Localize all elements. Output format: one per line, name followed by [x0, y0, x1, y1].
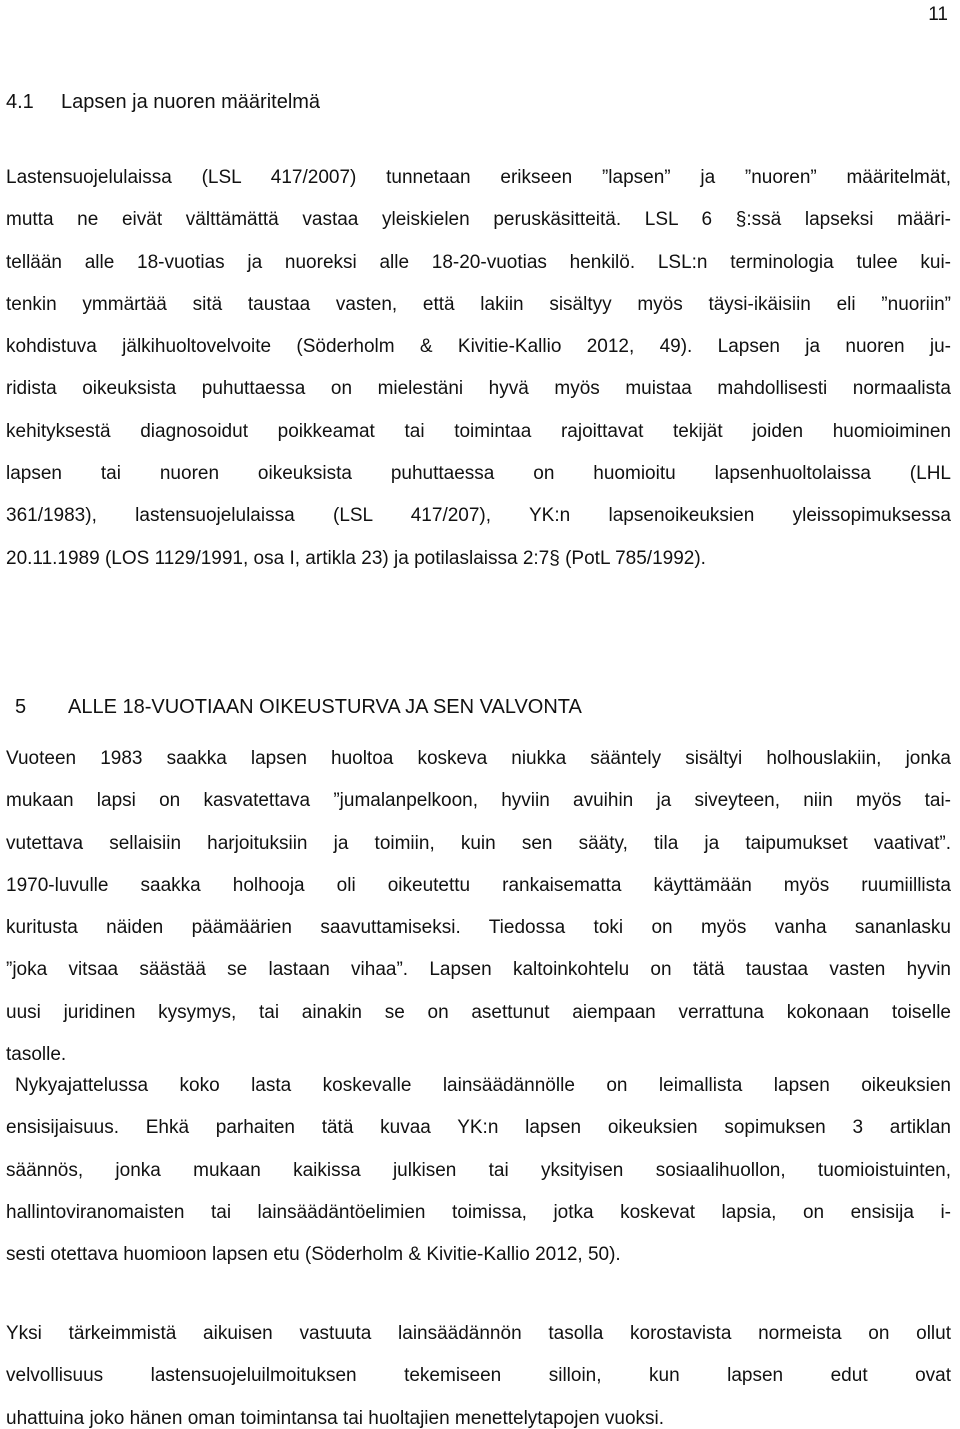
section-4-1-paragraph	[6, 157, 951, 580]
section-number: 5	[15, 696, 27, 718]
text-line: kuritusta näiden päämäärien saavuttamiseksi. Tiedossa toki on myös vanha sananlasku	[6, 917, 951, 939]
text-line: tellään alle 18-vuotias ja nuoreksi alle 18-20-vuotias henkilö. LSL:n terminologia tulee kui-	[6, 251, 951, 273]
text-line: Vuoteen 1983 saakka lapsen huoltoa koskeva niukka sääntely sisältyi holhouslakiin, jonka	[6, 748, 951, 769]
section-heading-5	[6, 695, 951, 719]
text-line: vutettava sellaisiin harjoituksiin ja toimiin, kuin sen sääty, tila ja taipumukset vaativat”.	[6, 832, 951, 854]
section-title: Lapsen ja nuoren määritelmä	[61, 91, 321, 113]
text-line: ”joka vitsaa säästää se lastaan vihaa”. Lapsen kaltoinkohtelu on tätä taustaa vasten hyvin	[6, 959, 951, 981]
text-line: sesti otettava huomioon lapsen etu (Söderholm & Kivitie-Kallio 2012, 50).	[6, 1244, 621, 1266]
text-line: säännös, jonka mukaan kaikissa julkisen tai yksityisen sosiaalihuollon, tuomioistuinten,	[6, 1159, 951, 1181]
text-line: uhattuina joko hänen oman toimintansa tai huoltajien menettelytapojen vuoksi.	[6, 1407, 665, 1429]
text-line: uusi juridinen kysymys, tai ainakin se on asettunut aiempaan verrattuna kokonaan toiselle	[6, 1001, 951, 1023]
text-line: mutta ne eivät välttämättä vastaa yleiskielen peruskäsitteitä. LSL 6 §:ssä lapseksi määri-	[6, 209, 951, 231]
text-line: ensisijaisuus. Ehkä parhaiten tätä kuvaa YK:n lapsen oikeuksien sopimuksen 3 artiklan	[6, 1117, 951, 1139]
page-number: 11	[928, 4, 948, 25]
text-line: Nykyajattelussa koko lasta koskevalle lainsäädännölle on leimallista lapsen oikeuksien	[15, 1075, 951, 1096]
text-line: 1970-luvulle saakka holhooja oli oikeutettu rankaisematta käyttämään myös ruumiillista	[6, 874, 951, 896]
text-line: Yksi tärkeimmistä aikuisen vastuuta lainsäädännön tasolla korostavista normeista on ollut	[6, 1323, 951, 1344]
text-line: kehityksestä diagnosoidut poikkeamat tai toimintaa rajoittavat tekijät joiden huomioiminen	[6, 420, 951, 442]
section-5-paragraph-2	[6, 1065, 951, 1276]
text-line: kohdistuva jälkihuoltovelvoite (Söderholm & Kivitie-Kallio 2012, 49). Lapsen ja nuoren ju-	[6, 336, 951, 358]
text-line: hallintoviranomaisten tai lainsäädäntöelimien toimissa, jotka koskevat lapsia, on ensisija i-	[6, 1201, 951, 1223]
text-line: ridista oikeuksista puhuttaessa on mielestäni hyvä myös muistaa mahdollisesti normaalista	[6, 378, 951, 400]
text-line: tenkin ymmärtää sitä taustaa vasten, että lakiin sisältyy myös täysi-ikäisiin eli ”nuoriin”	[6, 293, 951, 315]
text-line: mukaan lapsi on kasvatettava ”jumalanpelkoon, hyviin avuihin ja siveyteen, niin myös tai-	[6, 790, 951, 812]
text-line: velvollisuus lastensuojeluilmoituksen tekemiseen silloin, kun lapsen edut ovat	[6, 1365, 951, 1387]
text-line: Lastensuojelulaissa (LSL 417/2007) tunnetaan erikseen ”lapsen” ja ”nuoren” määritelmät,	[6, 167, 951, 188]
section-heading-4-1	[6, 90, 951, 114]
section-5-paragraph-3	[6, 1313, 951, 1429]
text-line: lapsen tai nuoren oikeuksista puhuttaessa on huomioitu lapsenhuoltolaissa (LHL	[6, 463, 951, 485]
section-5-paragraph-1	[6, 738, 951, 1076]
text-line: 20.11.1989 (LOS 1129/1991, osa I, artikla 23) ja potilaslaissa 2:7§ (PotL 785/1992).	[6, 547, 706, 569]
section-title: ALLE 18-VUOTIAAN OIKEUSTURVA JA SEN VALVONTA	[68, 696, 582, 718]
section-number: 4.1	[6, 91, 34, 113]
text-line: tasolle.	[6, 1044, 67, 1066]
text-line: 361/1983), lastensuojelulaissa (LSL 417/207), YK:n lapsenoikeuksien yleissopimuksessa	[6, 505, 951, 527]
